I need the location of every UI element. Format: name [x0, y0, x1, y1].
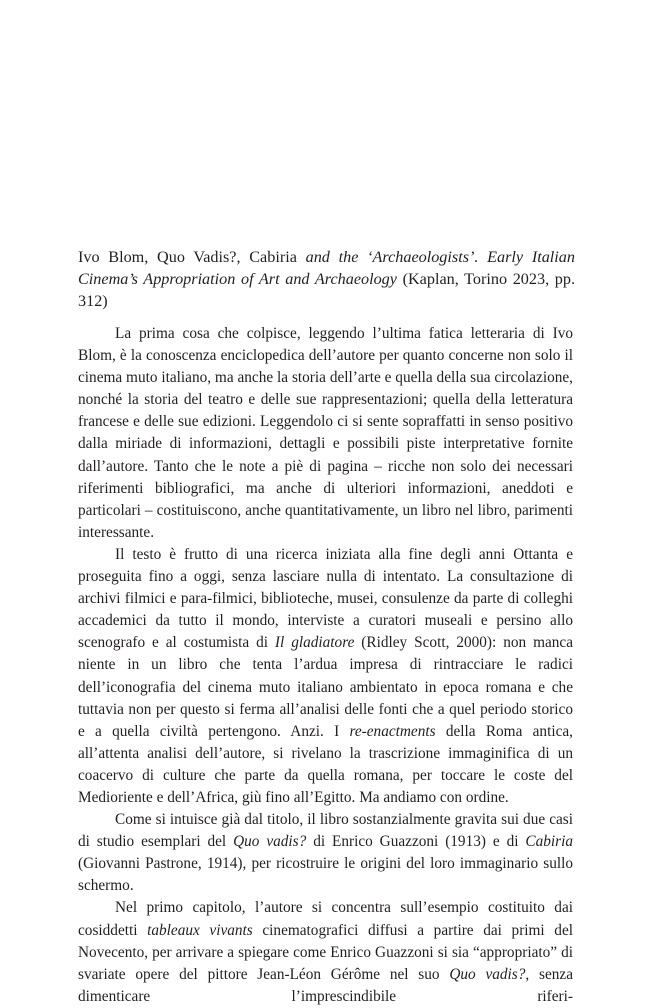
review-publication-info: (Kaplan, Torino 2023, pp. 312) [78, 270, 575, 310]
review-body [78, 323, 573, 1008]
text-segment: di Enrico Guazzoni (1913) e di [306, 833, 526, 851]
review-book-title: and the ‘Archaeologists’. Early Italian Cinema’s Appropriation of Art and Archaeology [78, 248, 575, 288]
italic-title: Quo vadis? [449, 965, 526, 983]
italic-title: Il gladiatore [274, 634, 355, 652]
italic-term: tableaux vivants [147, 921, 253, 939]
text-segment: Come si intuisce già dal titolo, il libro sostanzialmente gravita sui due casi di studio esemplari del [78, 811, 573, 851]
text-segment: (Ridley Scott, 2000): non manca niente in un libro che tenta l’ardua impresa di rintracciare le radici dell’iconografia del cinema muto italiano ambientato in epoca romana e che tuttavia non per questo si ferma all’analisi delle fonti che a quel periodo storico e a quella civiltà pertengono. Anzi. I [78, 634, 573, 740]
italic-title: Quo vadis? [233, 833, 307, 851]
text-segment: (Giovanni Pastrone, 1914), per ricostruire le origini del loro immaginario sullo schermo. [78, 855, 573, 895]
italic-title: Cabiria [525, 833, 573, 851]
review-film-titles: Quo Vadis?, Cabiria [157, 248, 297, 266]
italic-term: re-enactments [349, 722, 436, 740]
text-segment: La prima cosa che colpisce, leggendo l’ultima fatica letteraria di Ivo Blom, è la conoscenza enciclopedica dell’autore per quanto concerne non solo il cinema muto italiano, ma anche la storia dell’arte e quella della sua circolazione, nonché la storia del teatro e delle sue rappresentazioni; quella della letteratura francese e delle sue edizioni. Leggendolo ci si sente sopraffatti in senso positivo dalla miriade di informazioni, dettagli e possibili piste interpretative fornite dall’autore. Tanto che le note a piè di pagina – ricche non solo dei necessari riferimenti bibliografici, ma anche di ulteriori informazioni, aneddoti e particolari – costituiscono, anche quantitativamente, un libro nel libro, parimenti interessante. [78, 325, 573, 541]
paragraph-4 [78, 897, 573, 1007]
paragraph-2 [78, 544, 573, 809]
review-heading [78, 246, 575, 312]
text-segment: Il testo è frutto di una ricerca iniziata alla fine degli anni Ottanta e proseguita fino a oggi, senza lasciare nulla di intentato. La consultazione di archivi filmici e para-filmici, biblioteche, musei, consulenze da parte di colleghi accademici da tutto il mondo, interviste a curatori museali e persino allo scenografo e al costumista di [78, 545, 573, 652]
text-segment: , senza dimenticare l’imprescindibile riferi- [78, 965, 574, 1005]
review-author: Ivo Blom, [78, 248, 158, 266]
text-segment: Nel primo capitolo, l’autore si concentra sull’esempio costituito dai cosiddetti [78, 899, 573, 939]
text-segment: della Roma antica, all’attenta analisi dell’autore, si rivelano la trascrizione immaginifica di un coacervo di culture che parte da quella romana, per toccare le coste del Medioriente e dell’Africa, giù fino all’Egitto. Ma andiamo con ordine. [78, 722, 573, 806]
paragraph-1 [78, 323, 573, 544]
text-segment: cinematografici diffusi a partire dai primi del Novecento, per arrivare a spiegare come Enrico Guazzoni si sia “appropriato” di svariate opere del pittore Jean-Léon Gérôme nel suo [78, 921, 573, 983]
paragraph-3 [78, 809, 573, 897]
